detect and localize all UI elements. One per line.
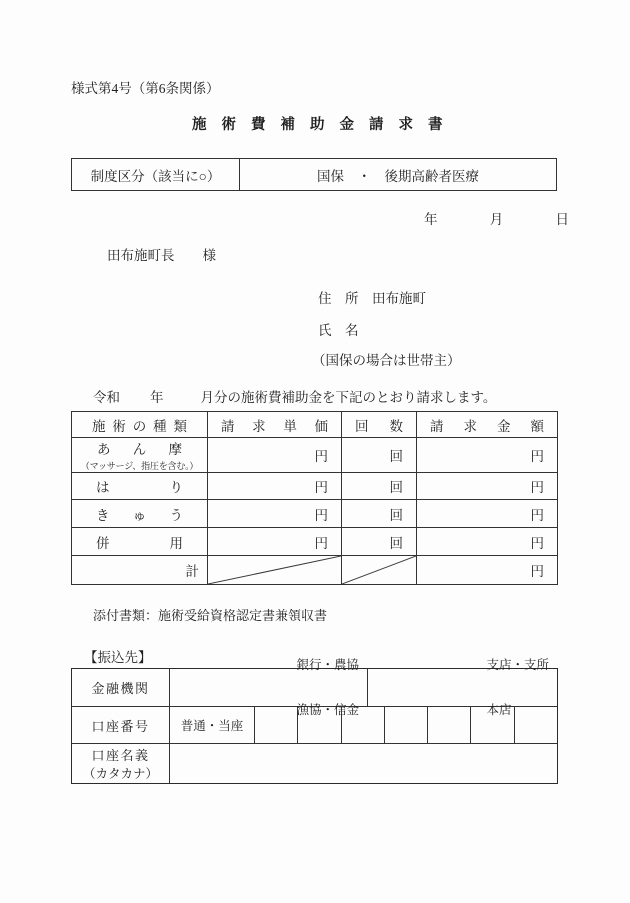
account-digit-box [255,707,298,743]
transfer-section-heading: 【振込先】 [84,650,152,665]
form-number: 様式第4号（第6条関係） [71,81,220,96]
honorific-label: 様 [202,248,216,263]
header-amount: 請求金額 [417,412,558,438]
unit-price-cell: 円 [208,473,342,500]
account-digit-box [385,707,428,743]
account-digit-box [342,707,385,743]
system-classification-label: 制度区分（該当に○） [72,159,240,191]
count-cell: 回 [342,438,417,473]
account-holder-label [72,744,170,783]
treatment-type-cell [72,438,208,473]
treatment-type-label: あん摩 [97,442,182,457]
table-row [72,159,557,191]
account-digit-box [298,707,341,743]
table-row-hari [72,473,558,500]
header-count: 回数 [342,412,417,438]
amount-cell: 円 [417,438,558,473]
applicant-name-line: 氏 名 [318,322,359,338]
claim-table-header-row [72,412,558,438]
branch-type-line2: 本店 [486,702,512,717]
system-classification-value: 国保 ・ 後期高齢者医療 [240,159,557,191]
total-label: 計 [72,556,208,585]
claim-table [71,411,558,585]
diagonal-strike-icon [208,556,341,584]
unit-price-cell-struck [208,556,342,585]
account-holder-label-line2: （カタカナ） [82,767,158,781]
attachment-note: 添付書類：施術受給資格認定書兼領収書 [93,608,328,623]
applicant-address-line: 住 所 田布施町 [318,291,426,306]
amount-cell: 円 [417,473,558,500]
table-row-heiyo [72,528,558,556]
account-type-options: 普通・当座 [170,707,255,743]
account-number-row [72,707,557,744]
bank-type-line2: 漁協・信金 [296,702,359,717]
account-holder-row [72,744,557,783]
amount-cell: 円 [417,500,558,528]
count-cell: 回 [342,500,417,528]
branch-name-cell [368,657,557,717]
diagonal-strike-icon [342,556,416,584]
addressee-name: 田布施町長 [107,248,175,263]
table-row-kyu [72,500,558,528]
unit-price-cell: 円 [208,528,342,556]
account-holder-value-cell [170,744,557,783]
count-cell: 回 [342,528,417,556]
count-cell: 回 [342,473,417,500]
table-row-total [72,556,558,585]
addressee-line [107,248,216,264]
year-label: 年 [424,212,438,227]
treatment-type-cell: 併用 [72,528,208,556]
header-treatment-type: 施術の種類 [72,412,208,438]
account-digit-box [471,707,514,743]
financial-institution-label: 金融機関 [72,669,170,706]
account-digit-box [428,707,471,743]
treatment-type-cell: はり [72,473,208,500]
account-number-label: 口座番号 [72,707,170,743]
treatment-type-cell: きゅう [72,500,208,528]
era-label: 令和 [93,390,120,405]
system-classification-table [71,158,557,191]
table-row-anma [72,438,558,473]
day-label: 日 [555,212,569,227]
amount-cell: 円 [417,528,558,556]
date-line [424,212,569,228]
request-sentence [93,390,496,406]
householder-note: （国保の場合は世帯主） [312,352,461,368]
amount-cell: 円 [417,556,558,585]
account-digit-box [515,707,557,743]
year-suffix-label: 年 [150,390,164,405]
bank-type-line1: 銀行・農協 [296,657,359,672]
applicant-block [312,291,461,369]
treatment-type-note: （マッサージ、指圧を含む。） [80,461,199,471]
month-label: 月 [489,212,504,227]
header-unit-price: 請求単価 [208,412,342,438]
form-title: 施術費補助金請求書 [192,117,458,133]
unit-price-cell: 円 [208,500,342,528]
branch-type-line1: 支店・支所 [486,657,549,672]
count-cell-struck [342,556,417,585]
bank-name-cell [170,657,368,717]
account-holder-label-line1: 口座名義 [91,748,150,763]
request-text: 月分の施術費補助金を下記のとおり請求します。 [200,390,497,405]
unit-price-cell: 円 [208,438,342,473]
